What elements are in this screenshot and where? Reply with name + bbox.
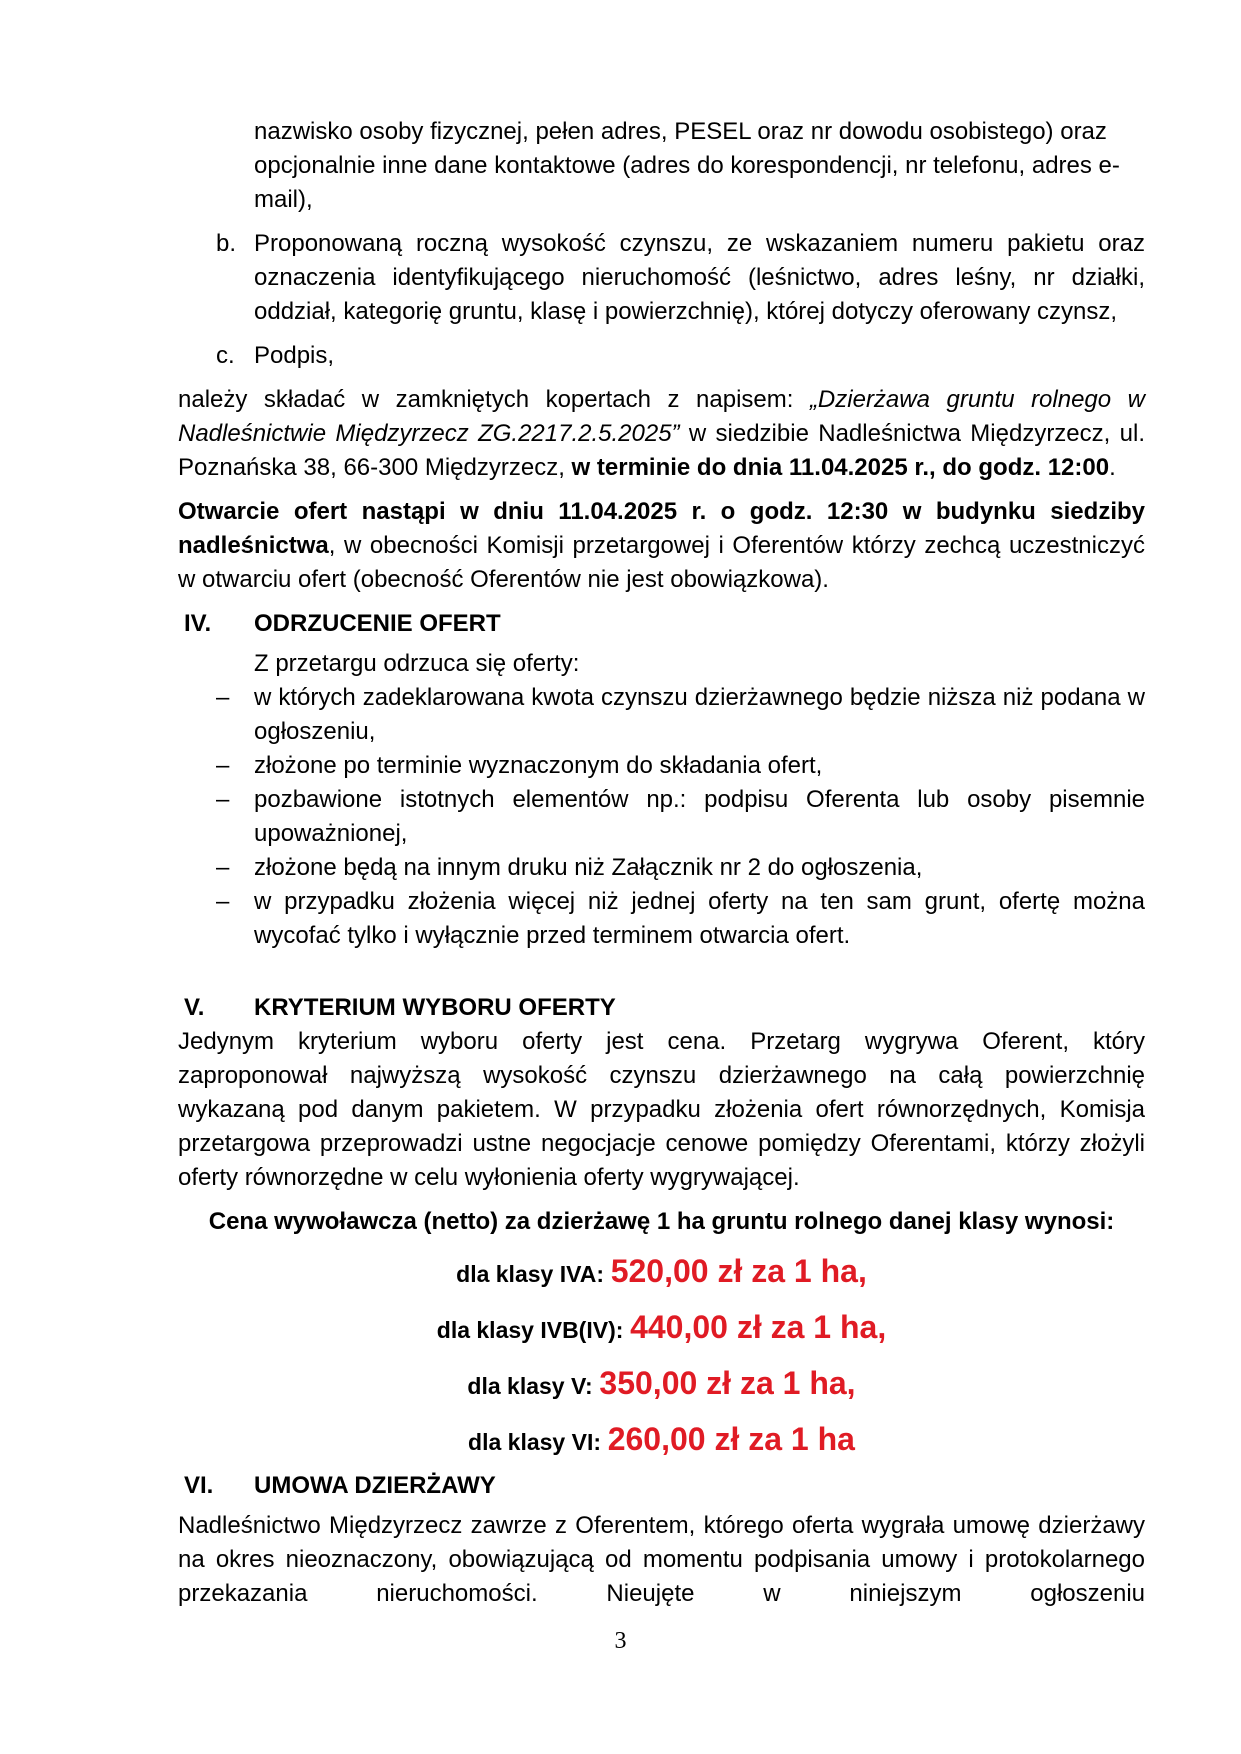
dash-marker: – (216, 854, 230, 881)
list-item-text: złożone po terminie wyznaczonym do składania ofert, (254, 752, 823, 779)
dash-marker: – (216, 752, 230, 779)
list-item-text: w których zadeklarowana kwota czynszu dzierżawnego będzie niższa niż podana w ogłoszeniu, (254, 684, 1145, 745)
list-item-text: pozbawione istotnych elementów np.: podpisu Oferenta lub osoby pisemnie upoważnionej, (254, 786, 1145, 847)
section-heading-vi (178, 1469, 1145, 1503)
price-value: 440,00 zł za 1 ha, (630, 1309, 887, 1345)
submission-paragraph (178, 383, 1145, 485)
dash-marker: – (216, 786, 230, 813)
list-item-text: w przypadku złożenia więcej niż jednej oferty na ten sam grunt, ofertę można wycofać tylko i wyłącznie przed terminem otwarcia ofert. (254, 888, 1145, 949)
price-class-label: dla klasy V: (467, 1373, 593, 1399)
list-item (178, 749, 1145, 783)
list-item-text: Podpis, (254, 342, 335, 369)
price-value: 260,00 zł za 1 ha (607, 1421, 855, 1457)
list-item-b (178, 227, 1145, 329)
section-number: VI. (184, 1472, 214, 1499)
list-item-c (178, 339, 1145, 373)
list-marker: c. (216, 342, 235, 369)
section-number: IV. (184, 610, 212, 637)
rejection-list (178, 681, 1145, 953)
page-content (178, 115, 1145, 1611)
dash-marker: – (216, 888, 230, 915)
price-class-label: dla klasy VI: (468, 1429, 602, 1455)
continuation-line-1: nazwisko osoby fizycznej, pełen adres, PESEL oraz nr dowodu osobistego) oraz (254, 118, 1107, 145)
list-item-text: złożone będą na innym druku niż Załącznik nr 2 do ogłoszenia, (254, 854, 923, 881)
lease-paragraph: Nadleśnictwo Międzyrzecz zawrze z Oferentem, którego oferta wygrała umowę dzierżawy na okres nieoznaczony, obowiązującą od momentu podpisania umowy i protokolarnego przekazania nieruchomości. Nieujęte w niniejszym ogłoszeniu (178, 1512, 1145, 1607)
dash-marker: – (216, 684, 230, 711)
criterion-paragraph: Jedynym kryterium wyboru oferty jest cena. Przetarg wygrywa Oferent, który zaproponował najwyższą wysokość czynszu dzierżawnego na całą powierzchnię wykazaną pod danym pakietem. W przypadku złożenia ofert równorzędnych, Komisja przetargowa przeprowadzi ustne negocjacje cenowe pomiędzy Oferentami, którzy złożyli oferty równorzędne w celu wyłonienia oferty wygrywającej. (178, 1028, 1145, 1191)
opening-date: Otwarcie ofert nastąpi w dniu 11.04.2025 r. o godz. 12:30 w budynku siedziby nadleśnictwa (178, 498, 1145, 559)
submission-address: w siedzibie Nadleśnictwa Międzyrzecz, ul. Poznańska 38, 66-300 Międzyrzecz, (178, 420, 1145, 481)
opening-paragraph (178, 495, 1145, 597)
price-value: 350,00 zł za 1 ha, (599, 1365, 856, 1401)
section-title: ODRZUCENIE OFERT (254, 610, 501, 637)
submission-end: . (1109, 454, 1116, 481)
list-item (178, 783, 1145, 851)
submission-text: należy składać w zamkniętych kopertach z napisem: (178, 386, 810, 413)
submission-deadline: w terminie do dnia 11.04.2025 r., do godz. 12:00 (571, 454, 1110, 481)
price-intro: Cena wywoławcza (netto) za dzierżawę 1 ha gruntu rolnego danej klasy wynosi: (208, 1208, 1115, 1235)
section-heading-iv (178, 607, 1145, 641)
section-number: V. (184, 994, 205, 1021)
price-line-vi (178, 1411, 1145, 1467)
price-value: 520,00 zł za 1 ha, (610, 1253, 867, 1289)
price-line-ivb (178, 1299, 1145, 1355)
list-item (178, 681, 1145, 749)
price-class-label: dla klasy IVB(IV): (436, 1317, 624, 1343)
price-line-v (178, 1355, 1145, 1411)
list-item (178, 885, 1145, 953)
section-title: KRYTERIUM WYBORU OFERTY (254, 994, 616, 1021)
rejection-lead: Z przetargu odrzuca się oferty: (254, 650, 580, 677)
page-number: 3 (614, 1628, 627, 1654)
continuation-line-2: opcjonalnie inne dane kontaktowe (adres do korespondencji, nr telefonu, adres e-mail), (254, 152, 1120, 213)
price-class-label: dla klasy IVA: (456, 1261, 605, 1287)
list-item (178, 851, 1145, 885)
price-line-iva (178, 1243, 1145, 1299)
section-title: UMOWA DZIERŻAWY (254, 1472, 496, 1499)
opening-text: , w obecności Komisji przetargowej i Oferentów którzy zechcą uczestniczyć w otwarciu ofert (obecność Oferentów nie jest obowiązkowa). (178, 532, 1145, 593)
envelope-label: „Dzierżawa gruntu rolnego w Nadleśnictwie Międzyrzecz ZG.2217.2.5.2025” (178, 386, 1145, 447)
section-heading-v (178, 991, 1145, 1025)
list-marker: b. (216, 230, 237, 257)
list-item-text: Proponowaną roczną wysokość czynszu, ze wskazaniem numeru pakietu oraz oznaczenia identyfikującego nieruchomość (leśnictwo, adres leśny, nr działki, oddział, kategorię gruntu, klasę i powierzchnię), której dotyczy oferowany czynsz, (254, 230, 1145, 325)
